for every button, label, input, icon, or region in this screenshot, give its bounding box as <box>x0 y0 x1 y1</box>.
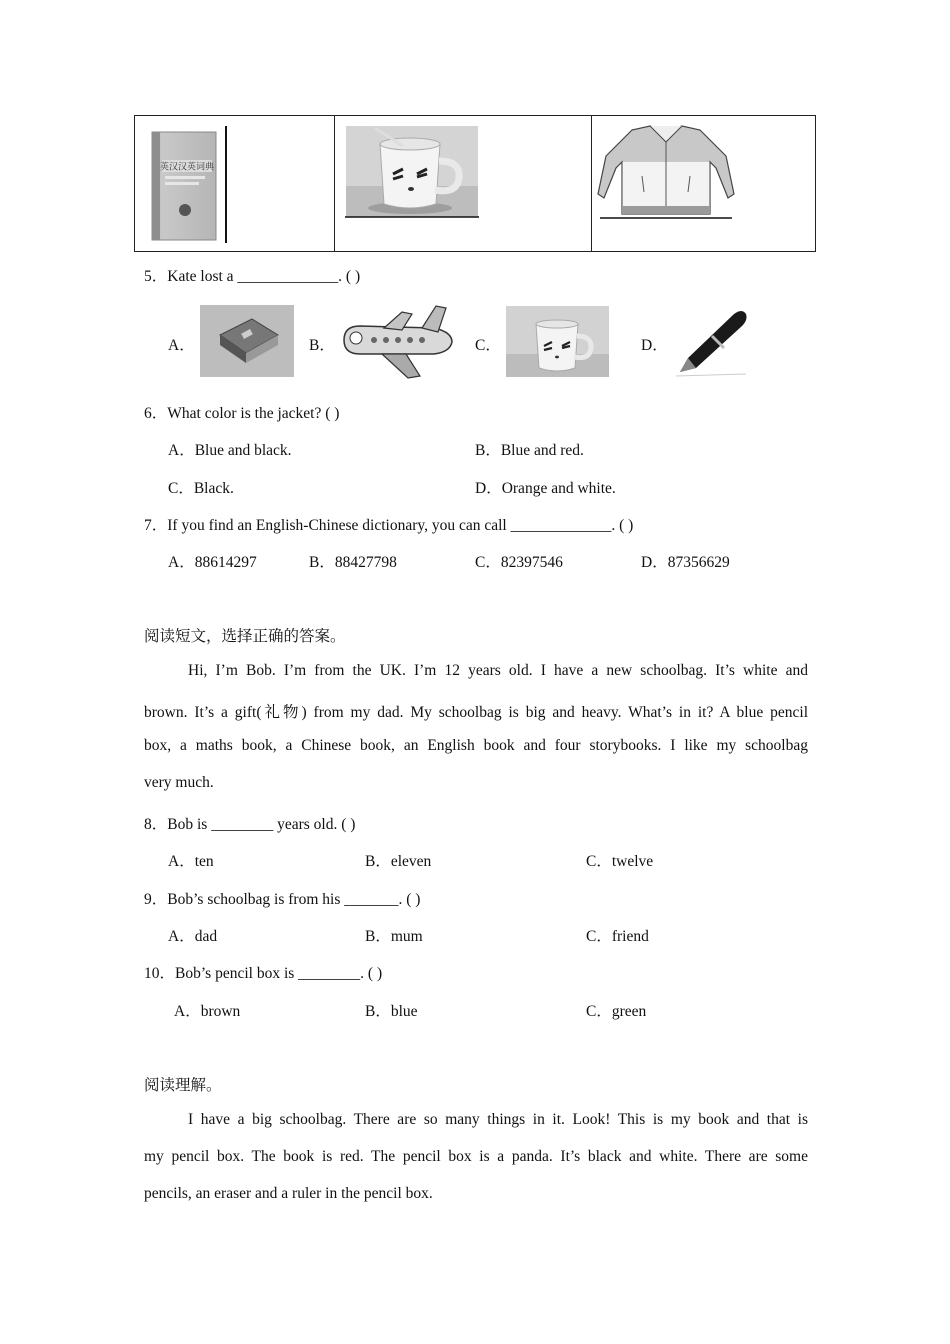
question-number: 5． <box>144 268 168 285</box>
book-icon <box>200 305 294 377</box>
option-d: D．Orange and white. <box>475 480 616 497</box>
question-number: 7． <box>144 517 168 534</box>
option-b: B．blue <box>365 1003 418 1020</box>
passage-line: very much. <box>144 774 214 791</box>
option-a: A．dad <box>168 928 218 945</box>
picture-table <box>134 115 816 252</box>
question-number: 6． <box>144 405 168 422</box>
passage-line: pencils, an eraser and a ruler in the pencil box. <box>144 1185 433 1202</box>
pen-icon <box>672 306 750 378</box>
option-label: C． <box>475 337 501 354</box>
option-c: C．twelve <box>586 853 654 870</box>
passage-line: box, a maths book, a Chinese book, an English book and four storybooks. I like my schoolbag <box>144 737 808 754</box>
section-3-instruction: 阅读理解。 <box>144 1077 222 1094</box>
question-9 <box>144 887 420 909</box>
option-a: A．ten <box>168 853 214 870</box>
option-label: D． <box>641 337 668 354</box>
question-text: Bob’s pencil box is ________. ( ) <box>175 965 383 982</box>
passage-line: my pencil box. The book is red. The pencil box is a panda. It’s black and white. There are some <box>144 1148 808 1165</box>
passage-line: I have a big schoolbag. There are so many things in it. Look! This is my book and that is <box>188 1111 808 1128</box>
option-c: C．green <box>586 1003 647 1020</box>
question-8 <box>144 812 355 834</box>
question-10 <box>144 961 382 983</box>
dictionary-icon <box>135 116 335 251</box>
question-text: If you find an English-Chinese dictionary, you can call _____________. ( ) <box>167 517 634 534</box>
passage-line: brown. It’s a gift(礼物) from my dad. My schoolbag is big and heavy. What’s in it? A blue pencil <box>144 704 808 721</box>
jacket-icon <box>592 116 815 251</box>
option-label: B． <box>309 337 335 354</box>
question-number: 8． <box>144 816 168 833</box>
option-c: C．friend <box>586 928 649 945</box>
question-7 <box>144 513 633 535</box>
option-b: B．eleven <box>365 853 432 870</box>
question-text: Kate lost a _____________. ( ) <box>167 268 361 285</box>
mug-icon <box>506 306 609 377</box>
option-b: B．mum <box>365 928 423 945</box>
passage-line: Hi, I’m Bob. I’m from the UK. I’m 12 years old. I have a new schoolbag. It’s white and <box>188 662 808 679</box>
airplane-icon <box>338 300 458 382</box>
question-6 <box>144 401 339 423</box>
section-2-instruction: 阅读短文，选择正确的答案。 <box>144 628 346 645</box>
question-text: What color is the jacket? ( ) <box>167 405 340 422</box>
option-a: A．88614297 <box>168 554 257 571</box>
question-number: 9． <box>144 891 168 908</box>
option-c: C．Black. <box>168 480 234 497</box>
mug-icon <box>335 116 592 251</box>
picture-cell-mug <box>335 116 592 251</box>
option-a: A．Blue and black. <box>168 442 292 459</box>
option-b: B．88427798 <box>309 554 397 571</box>
option-d: D．87356629 <box>641 554 730 571</box>
picture-cell-dictionary <box>135 116 335 251</box>
dictionary-cover-title: 英汉汉英词典 <box>159 162 215 173</box>
question-text: Bob is ________ years old. ( ) <box>167 816 356 833</box>
option-a: A．brown <box>174 1003 241 1020</box>
question-number: 10． <box>144 965 176 982</box>
option-c: C．82397546 <box>475 554 563 571</box>
question-text: Bob’s schoolbag is from his _______. ( ) <box>167 891 421 908</box>
option-b: B．Blue and red. <box>475 442 584 459</box>
option-label: A． <box>168 337 195 354</box>
question-5 <box>144 264 360 286</box>
picture-cell-jacket <box>592 116 815 251</box>
